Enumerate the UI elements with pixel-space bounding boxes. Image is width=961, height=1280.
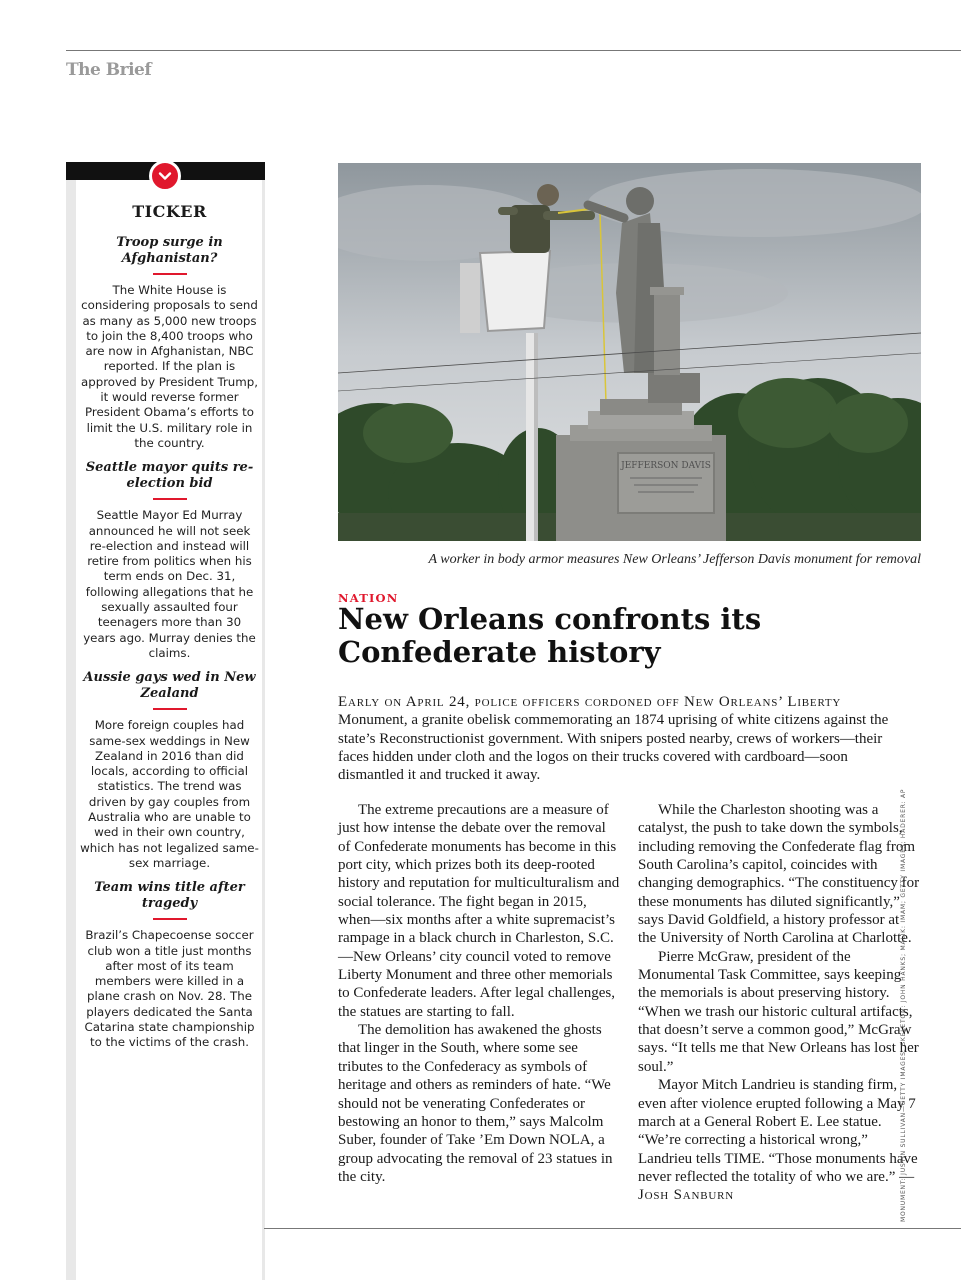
ticker-badge bbox=[149, 160, 181, 192]
ticker-border-left bbox=[66, 180, 76, 1280]
article-kicker: NATION bbox=[338, 591, 399, 605]
article-lede bbox=[338, 693, 913, 784]
body-paragraph-final bbox=[638, 1076, 920, 1204]
ticker-item bbox=[80, 235, 259, 451]
chevron-down-icon bbox=[158, 169, 172, 183]
body-paragraph: The extreme precautions are a measure of just how intense the debate over the removal of Confederate monuments has become in this port city, which prizes both its deep-rooted history and reputation for multiculturalism and social tolerance. The fight began in 2015, when—six months after a white supremacist’s rampage in a black church in Charleston, S.C.—New Orleans’ city council voted to remove Liberty Monument and three other memorials to Confederate leaders. After legal challenges, the statues are starting to fall. bbox=[338, 802, 620, 1020]
article-byline: Josh Sanburn bbox=[638, 1187, 734, 1204]
body-paragraph: While the Charleston shooting was a catalyst, the push to take down the symbols, including removing the Confederate flag from South Carolina’s capitol, coincides with changing demographics. “The constituency for these monuments has diluted significantly,” says David Goldfield, a history professor at the University of North Carolina at Charlotte. bbox=[638, 802, 920, 947]
ticker-item-rule bbox=[153, 918, 187, 920]
article-headline: New Orleans confronts its Confederate history bbox=[338, 602, 762, 669]
ticker-title: TICKER bbox=[132, 202, 207, 221]
final-paragraph-text: Mayor Mitch Landrieu is standing firm, even after violence erupted following a May 7 march at a General Robert E. Lee statue. “We’re correcting a historical wrong,” Landrieu tells TIME. “Those monuments have never reflected the totality of who we are.” — bbox=[638, 1077, 918, 1185]
ticker-item-headline: Team wins title after tragedy bbox=[94, 880, 245, 912]
section-label: The Brief bbox=[66, 60, 152, 80]
monument-illustration bbox=[338, 163, 921, 541]
ticker-item-rule bbox=[153, 273, 187, 275]
ticker-item-rule bbox=[153, 498, 187, 500]
ticker-item-body: More foreign couples had same-sex weddings in New Zealand in 2016 than did locals, according to official statistics. The trend was driven by gay couples from Australia who are unable to wed in their own country, which has not legalized same-sex marriage. bbox=[80, 718, 259, 870]
ticker-item bbox=[80, 460, 259, 661]
lede-small-caps: Early on April 24, police officers cordoned off New Orleans’ Liberty bbox=[338, 694, 842, 710]
body-paragraph: Pierre McGraw, president of the Monumental Task Committee, says keeping the memorials is about preserving history. “When we trash our historic cultural artifacts, that doesn’t serve a common good,” McGraw says. “It tells me that New Orleans has lost her soul.” bbox=[638, 948, 919, 1075]
pedestal-inscription: JEFFERSON DAVIS bbox=[621, 461, 711, 471]
photo-caption: A worker in body armor measures New Orleans’ Jefferson Davis monument for removal bbox=[428, 552, 921, 567]
article-column-2 bbox=[638, 801, 920, 1205]
ticker-sidebar bbox=[66, 162, 265, 1280]
body-paragraph: The demolition has awakened the ghosts that linger in the South, where some see tributes to the Confederacy as symbols of heritage and others as reminders of hate. “We should not be venerating Confederates or bestowing an honor to them,” says Malcolm Suber, founder of Take ’Em Down NOLA, a group advocating the removal of 23 statues in the city. bbox=[338, 1022, 613, 1185]
article-photo bbox=[338, 163, 921, 541]
ticker-content bbox=[80, 202, 259, 1060]
photo-credit: MONUMENT: JUSTIN SULLIVAN—GETTY IMAGES; SKELETON: JOHN HANKS; MALIK: IMAM; GETTY IMAGES; HADERER: AP bbox=[900, 788, 907, 1222]
ticker-item bbox=[80, 670, 259, 871]
ticker-item-headline: Troop surge in Afghanistan? bbox=[116, 235, 223, 266]
ticker-item-body: Seattle Mayor Ed Murray announced he will not seek re-election and instead will retire from politics when his term ends on Dec. 31, following allegations that he sexually assaulted four teenagers more than 30 years ago. Murray denies the claims. bbox=[83, 508, 256, 660]
bottom-rule bbox=[264, 1228, 961, 1229]
article-column-1 bbox=[338, 801, 620, 1186]
ticker-item-body: The White House is considering proposals to send as many as 5,000 new troops to join the 8,400 troops who are now in Afghanistan, NBC reported. If the plan is approved by President Trump, it would reverse former President Obama’s efforts to limit the U.S. military role in the country. bbox=[80, 283, 259, 450]
ticker-item-body: Brazil’s Chapecoense soccer club won a title just months after most of its team members were killed in a plane crash on Nov. 28. The players dedicated the Santa Catarina state championship to the victims of the crash. bbox=[84, 928, 255, 1050]
top-rule bbox=[66, 50, 961, 51]
ticker-item-headline: Seattle mayor quits re-election bid bbox=[85, 460, 254, 492]
ticker-item bbox=[80, 880, 259, 1050]
lede-text: Monument, a granite obelisk commemorating an 1874 uprising of white citizens against the state’s Reconstructionist government. With snipers posted nearby, crews of workers—their faces hidden under cloth and the logos on their trucks covered with cardboard—soon dismantled it and trucked it away. bbox=[338, 712, 889, 784]
ticker-item-rule bbox=[153, 708, 187, 710]
ticker-item-headline: Aussie gays wed in New Zealand bbox=[83, 670, 256, 702]
ticker-border-right bbox=[262, 180, 265, 1280]
